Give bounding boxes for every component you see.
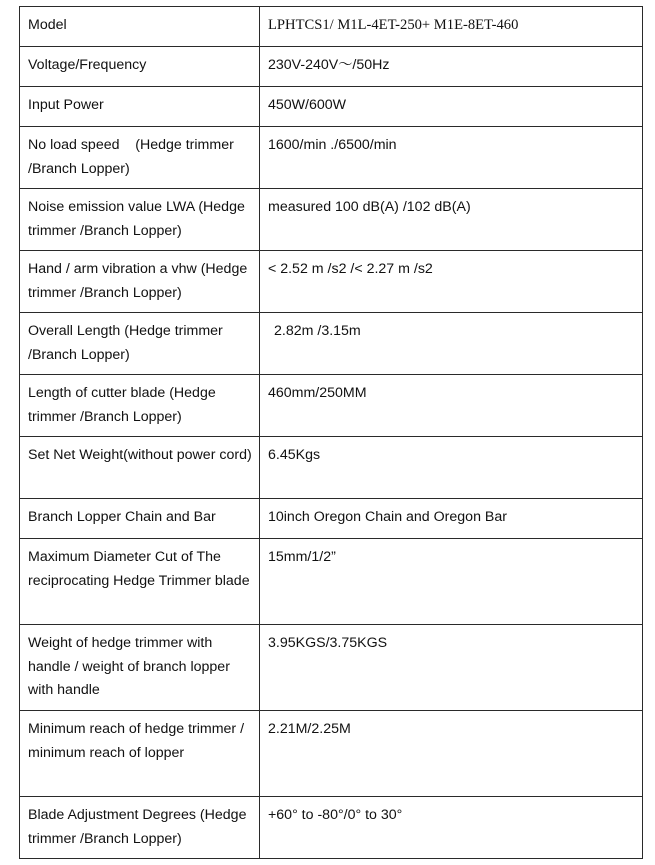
spec-label: Input Power [20,87,260,127]
spec-value: 10inch Oregon Chain and Oregon Bar [260,499,643,539]
spec-label: No load speed (Hedge trimmer /Branch Lopper) [20,127,260,189]
spec-row-input-power [20,87,643,127]
spec-value: 15mm/1/2” [260,539,643,625]
spec-label: Hand / arm vibration a vhw (Hedge trimmer /Branch Lopper) [20,251,260,313]
spec-row-overall-length [20,313,643,375]
spec-label: Set Net Weight(without power cord) [20,437,260,499]
spec-row-blade-adjustment [20,797,643,859]
spec-row-net-weight [20,437,643,499]
spec-row-model [20,7,643,47]
spec-label: Length of cutter blade (Hedge trimmer /Branch Lopper) [20,375,260,437]
spec-row-weight-with-handle [20,625,643,711]
spec-value: 6.45Kgs [260,437,643,499]
spec-value: < 2.52 m /s2 /< 2.27 m /s2 [260,251,643,313]
spec-row-max-diameter-cut [20,539,643,625]
spec-row-chain-and-bar [20,499,643,539]
spec-label: Minimum reach of hedge trimmer / minimum reach of lopper [20,711,260,797]
spec-label: Branch Lopper Chain and Bar [20,499,260,539]
spec-row-cutter-blade-length [20,375,643,437]
spec-value: 450W/600W [260,87,643,127]
spec-row-voltage-frequency [20,47,643,87]
specification-table [19,6,643,859]
spec-value: 1600/min ./6500/min [260,127,643,189]
spec-value: 460mm/250MM [260,375,643,437]
spec-label: Overall Length (Hedge trimmer /Branch Lopper) [20,313,260,375]
spec-label: Maximum Diameter Cut of The reciprocating Hedge Trimmer blade [20,539,260,625]
spec-value: 2.21M/2.25M [260,711,643,797]
spec-row-no-load-speed [20,127,643,189]
spec-label: Noise emission value LWA (Hedge trimmer /Branch Lopper) [20,189,260,251]
spec-label: Weight of hedge trimmer with handle / weight of branch lopper with handle [20,625,260,711]
spec-label: Model [20,7,260,47]
spec-value: 230V-240V〜/50Hz [260,47,643,87]
spec-row-noise-emission [20,189,643,251]
spec-value: +60° to -80°/0° to 30° [260,797,643,859]
spec-value: measured 100 dB(A) /102 dB(A) [260,189,643,251]
spec-row-minimum-reach [20,711,643,797]
spec-row-vibration [20,251,643,313]
spec-label: Voltage/Frequency [20,47,260,87]
spec-value: LPHTCS1/ M1L-4ET-250+ M1E-8ET-460 [260,7,643,47]
spec-value: 2.82m /3.15m [260,313,643,375]
spec-value: 3.95KGS/3.75KGS [260,625,643,711]
spec-label: Blade Adjustment Degrees (Hedge trimmer /Branch Lopper) [20,797,260,859]
